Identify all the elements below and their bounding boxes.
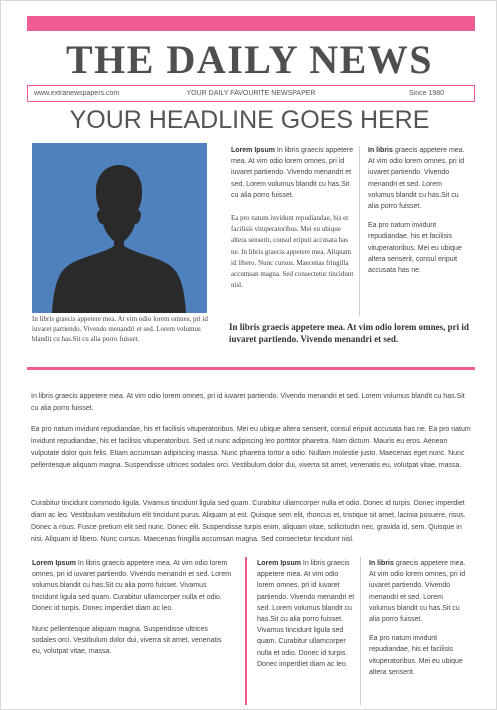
main-headline: YOUR HEADLINE GOES HERE — [69, 106, 430, 134]
masthead-info-bar — [27, 85, 475, 102]
masthead-title: THE DAILY NEWS — [65, 37, 434, 82]
column-middle-p1: Lorem Ipsum In libris graecis appetere mea. At vim odio lorem omnes, pri id iuvaret partiendo. Vivendo menandri et sed. Lorem volumus blandit cu has.Sit cu alia porro fuisset. — [231, 147, 354, 199]
column-right-p2: Ea pro natum invidunt repudiandae, his et facilisis vituperatoribus. Mei eu ubique altera senserit, consul eripuit accusata has ne. — [368, 222, 462, 275]
column-divider — [359, 146, 360, 316]
pull-quote: In libris graecis appetere mea. At vim odio lorem omnes, pri id iuvaret partiendo. Vivendo menandri et sed. — [229, 322, 469, 344]
top-accent-bar — [27, 16, 475, 31]
bottom-column-1-p2: Nunc pellentesque aliquam magna. Suspendisse ultrices sodales orci. Vestibulum dolor dui, viverra sit amet, venenatis eu, volutpat vitae, massa. — [32, 626, 222, 656]
bottom-column-2 — [257, 558, 357, 678]
bottom-column-divider — [245, 557, 247, 705]
column-middle — [231, 145, 356, 299]
column-right-p1: In libris graecis appetere mea. At vim odio lorem omnes, pri id iuvaret partiendo. Vivendo menandri et sed. Lorem volumus blandit cu has.Sit cu alia porro fuisset. — [368, 147, 465, 211]
bottom-column-divider-2 — [360, 557, 361, 705]
bottom-column-3-p1: In libris graecis appetere mea. At vim odio lorem omnes, pri id iuvaret partiendo. Vivendo menandri et sed. Lorem volumus blandit cu has.Sit cu alia porro fuisset. — [369, 560, 466, 624]
tagline: YOUR DAILY FAVOURITE NEWSPAPER — [186, 90, 316, 97]
body-paragraph-1: In libris graecis appetere mea. At vim odio lorem omnes, pri id iuvaret partiendo. Vivendo menandri et sed. Lorem volumus blandit cu has.Sit cu alia porro fuisset. — [31, 393, 465, 412]
body-paragraph-2: Ea pro natum invidunt repudiandae, his et facilisis vituperatoribus. Mei eu ubique altera senserit, consul eripuit accusata has ne. Ea pro natum invidunt repudiandae, his et facilisis vituperatoribus. Sed ut nunc adipiscing leo porttitor pharetra. Nam dictum. Mauris eu eros. Aenean vulputate dolor quis felis. Etiam accumsan adipiscing massa. Nunc pharetra tortor a odio. Nullam molestie justo. Maecenas eget nunc. Nunc pellentesque aliquam magna. Suspendisse ultrices sodales orci. Vestibulum dolor dui, viverra sit amet, venenatis eu, volutpat vitae, massa. — [31, 426, 471, 469]
bottom-column-3-p2: Ea pro natum invidunt repudiandae, his et facilisis vituperatoribus. Mei eu ubique altera senserit. — [369, 635, 463, 676]
bottom-column-1 — [32, 558, 232, 666]
photo-caption: In libris graecis appetere mea. At vim odio lorem omnes, pri id iuvaret partiendo. Vivendo menandri et sed. Lorem volumus blandit cu has.Sit cu alia porro fuisset. — [32, 315, 208, 343]
column-right — [368, 145, 468, 284]
website-link[interactable]: www.extranewspapers.com — [34, 90, 120, 97]
body-paragraph-3: Curabitur tincidunt commodo ligula. Vivamus tincidunt ligula sed quam. Curabitur ullamcorper nulla et odio. Donec id turpis. Donec imperdiet diam ac leo. Vestibulum vestibulum elit tincidunt purus. Aliquam at est. Quisque sem elit, rhoncus et, tristique sit amet, lacinia posuere, risus. Donec a risus. Fusce pretium elit sed nunc. Donec elit. Suspendisse turpis enim, aliquam vitae, sollicitudin nec, gravida id, sem. Quisque in nisi. Aliquam id libero. Nunc cursus. Maecenas fringilla accumsan magna. Sed consectetur tincidunt nisl. — [31, 500, 466, 543]
photo-placeholder — [32, 143, 207, 313]
since-date: Since 1980 — [408, 90, 444, 97]
column-middle-p2: Ea pro natum invidunt repudiandae, his et facilisis vituperatoribus. Mei eu ubique altera senserit, consul eripuit accusata has ne. In libris graecis appetere mea. Aliquam id libero. Nunc cursus. Maecenas fringilla accumsan magna. Sed consectetur tincidunt nisl. — [231, 214, 354, 290]
bottom-column-1-p1: Lorem Ipsum In libris graecis appetere mea. At vim odio lorem omnes, pri id iuvaret partiendo. Vivendo menandri et sed. Lorem volumus blandit cu has.Sit cu alia porro fuisset. Vivamus tincidunt ligula sed quam. Curabitur ullamcorper nulla et odio. Donec id turpis. Donec imperdiet diam ac leo. — [32, 560, 232, 612]
section-divider — [27, 367, 475, 370]
person-silhouette-icon — [32, 143, 207, 313]
bottom-column-3 — [369, 558, 469, 686]
bottom-column-2-p1: Lorem Ipsum In libris graecis appetere mea. At vim odio lorem omnes, pri id iuvaret partiendo. Vivendo menandri et sed. Lorem volumus blandit cu has.Sit cu alia porro fuisset. Vivamus tincidunt ligula sed quam. Curabitur ullamcorper nulla et odio. Donec id turpis. Donec imperdiet diam ac leo. — [257, 560, 355, 668]
